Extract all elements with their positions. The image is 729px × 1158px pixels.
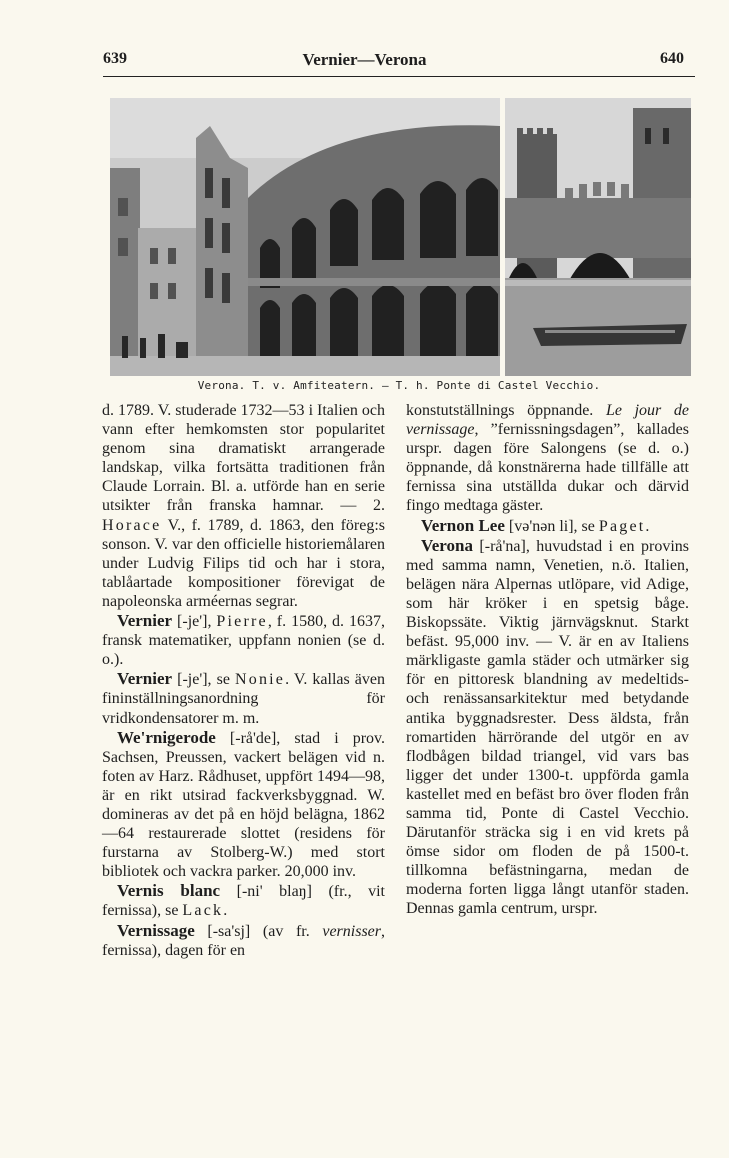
- headword: Vernon Lee: [421, 515, 505, 535]
- headword: Vernissage: [117, 920, 195, 940]
- entry-vernon-lee: Vernon Lee [və'nən li], se Paget.: [421, 515, 650, 535]
- page-number-right: 640: [660, 50, 684, 67]
- entry-vernissage: Vernissage [-sa'sj] (av fr. vernisser, fernissa), dagen för en: [102, 920, 385, 959]
- page-number-left: 639: [103, 50, 127, 67]
- entry-vernier-pierre: Vernier [-je'], Pierre, f. 1580, d. 1637, fransk matematiker, uppfann nonien (se d. o.).: [102, 611, 385, 669]
- header-rule: [103, 76, 695, 77]
- headword: Verona: [421, 535, 473, 555]
- entry-vernier-nonie: Vernier [-je'], se Nonie. V. kallas även fininställningsanordning för vridkondensatorer m. m.: [102, 669, 385, 727]
- entry-verona: Verona [-rå'na], huvudstad i en provins med samma namn, Venetien, n.ö. Italien, belägen nära Alpernas utlöpare, vid Adige, som här kröker i en spetsig båge. Biskopssäte. Viktig järnvägsknut. Starkt befäst. 95,000 inv. — V. är en av Italiens märkligaste gamla städer och utmärker sig för en pittoresk blandning av medeltids- och renässansarkitektur med betydande antika byggnadsrester. Dess äldsta, från romartiden härrörande del utgör en av flodbågen bildad triangel, vid vars bas ligger det under 1300-t. uppförda gamla kastellet med en befäst bro över floden från samma tid, Ponte di Castel Vecchio. Därutanför sträcka sig i en vid krets på ömse sidor om floden de på 1500-t. tillkomna befästningarna, medan de moderna forten ligga långt utanför staden. Dennas gamla centrum, urspr.: [406, 535, 689, 918]
- running-title: Vernier—Verona: [302, 50, 427, 69]
- paragraph-vernet: d. 1789. V. studerade 1732—53 i Italien och vann efter hemkomsten stor popularitet genom sina dramatiskt arrangerade landskap, vilka fortsätta traditionen från Claude Lorrain. Bl. a. utförde han en serie utsikter från franska hamnar. — 2. Horace V., f. 1789, d. 1863, den föreg:s sonson. V. var den officielle historiemålaren under Ludvig Filips tid och har i stora, tablåartade kompositioner förevigat de napoleonska arméernas segrar.: [102, 402, 385, 610]
- castelvecchio-photo: [505, 98, 691, 376]
- arena-photo: [110, 98, 500, 376]
- entry-vernis-blanc: Vernis blanc [-ni' blaŋ] (fr., vit fernissa), se Lack.: [102, 881, 386, 920]
- headword: We'rnigerode: [117, 727, 216, 747]
- left-column: [102, 401, 385, 960]
- right-column: [406, 401, 689, 919]
- headword: Vernier: [117, 669, 173, 689]
- headword: Vernis blanc: [117, 881, 221, 901]
- paragraph-vernissage-cont: konstutställnings öppnande. Le jour de vernissage, ”fernissningsdagen”, kallades urspr. dagen före Salongens (se d. o.) öppnande, då konstnärerna hade tillfälle att fernissa sina utställda dukar och därvid fingo medtaga gäster.: [406, 402, 689, 515]
- entry-wernigerode: We'rnigerode [-rå'de], stad i prov. Sachsen, Preussen, vackert belägen vid n. foten av Harz. Rådhuset, uppfört 1494—98, är en rikt utsirad fackverksbyggnad. W. domineras av det på en höjd belägna, 1862—64 restaurerade slottet (residens för furstarna av Stolberg-W.) med stort bibliotek och vackra parker. 20,000 inv.: [102, 727, 385, 881]
- headword: Vernier: [117, 611, 173, 631]
- figure-caption: Verona. T. v. Amfiteatern. — T. h. Ponte di Castel Vecchio.: [197, 379, 601, 392]
